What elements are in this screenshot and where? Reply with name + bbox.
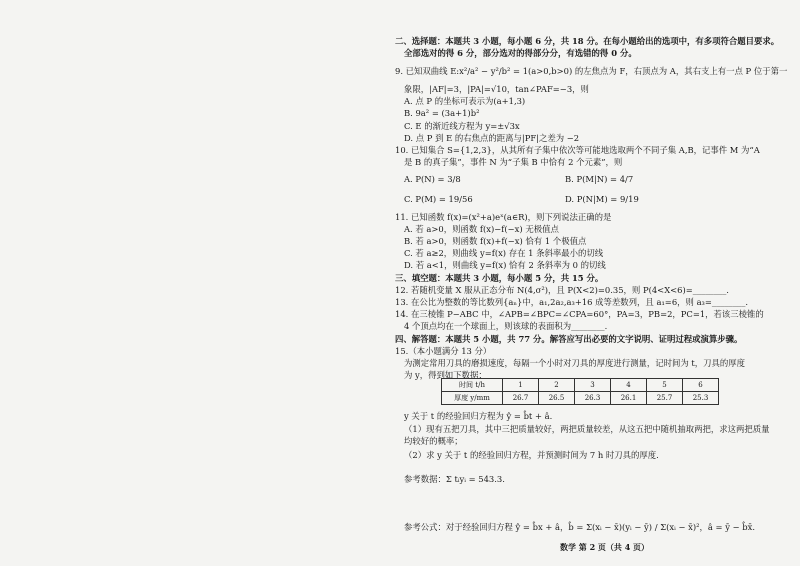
text-line: 4 个顶点均在一个球面上，则该球的表面积为________. xyxy=(404,321,608,331)
table-cell: 26.1 xyxy=(611,392,647,405)
text-line: A. P(N) = 3/8 xyxy=(404,174,461,184)
table-cell: 26.5 xyxy=(539,392,575,405)
text-line: C. P(M) = 19/56 xyxy=(404,194,473,204)
text-line: 12. 若随机变量 X 服从正态分布 N(4,σ²)，且 P(X<2)=0.35，则 P(4<X<6)=________. xyxy=(395,285,729,295)
text-line: C. 若 a≥2，则曲线 y=f(x) 存在 1 条斜率最小的切线 xyxy=(404,248,604,258)
text-line: D. 若 a<1，则曲线 y=f(x) 恰有 2 条斜率为 0 的切线 xyxy=(404,260,606,270)
text-line: 15.（本小题满分 13 分） xyxy=(395,346,492,356)
text-line: D. 点 P 到 E 的右焦点的距离与|PF|之差为 −2 xyxy=(404,133,580,143)
text-line: B. 若 a>0，则函数 f(x)+f(−x) 恰有 1 个极值点 xyxy=(404,236,587,246)
text-line: A. 点 P 的坐标可表示为(a+1,3) xyxy=(404,96,526,106)
text-line: 为 y，得到如下数据： xyxy=(404,370,487,380)
text-line: 11. 已知函数 f(x)=(x²+a)eˣ(a∈R)，则下列说法正确的是 xyxy=(395,212,612,222)
text-line: 9. 已知双曲线 E:x²/a² − y²/b² = 1(a>0,b>0) 的左焦点为 F，右顶点为 A，其右支上有一点 P 位于第一 xyxy=(395,66,788,76)
text-line: B. 9a² = (3a+1)b² xyxy=(404,108,480,118)
table-cell: 1 xyxy=(503,379,539,392)
text-line: A. 若 a>0，则函数 f(x)−f(−x) 无极值点 xyxy=(404,224,559,234)
text-line: C. E 的渐近线方程为 y=±√3x xyxy=(404,121,520,131)
data-table xyxy=(441,378,719,405)
table-row xyxy=(442,392,719,405)
text-line: 14. 在三棱锥 P−ABC 中，∠APB=∠BPC=∠CPA=60°，PA=3，PB=2，PC=1，若该三棱锥的 xyxy=(395,309,764,319)
table-cell: 6 xyxy=(683,379,719,392)
text-line: D. P(N|M) = 9/19 xyxy=(565,194,639,204)
table-cell: 5 xyxy=(647,379,683,392)
table-row xyxy=(442,379,719,392)
text-line: （2）求 y 关于 t 的经验回归方程，并预测时间为 7 h 时刀具的厚度. xyxy=(404,450,659,460)
table-cell: 25.3 xyxy=(683,392,719,405)
text-line: 参考数据：Σ tᵢyᵢ = 543.3. xyxy=(404,474,505,484)
text-line: 象限，|AF|=3，|PA|=√10，tan∠PAF=−3，则 xyxy=(404,84,589,94)
table-cell: 25.7 xyxy=(647,392,683,405)
table-cell: 时间 t/h xyxy=(442,379,503,392)
text-line: 全部选对的得 6 分，部分选对的得部分分，有选错的得 0 分。 xyxy=(404,48,637,58)
text-line: 均较好的概率； xyxy=(404,436,463,446)
text-line: 三、填空题：本题共 3 小题，每小题 5 分，共 15 分。 xyxy=(395,273,604,283)
table-cell: 3 xyxy=(575,379,611,392)
table-cell: 厚度 y/mm xyxy=(442,392,503,405)
table-cell: 26.7 xyxy=(503,392,539,405)
text-line: 10. 已知集合 S={1,2,3}，从其所有子集中依次等可能地选取两个不同子集 A,B，记事件 M 为“A xyxy=(395,145,760,155)
text-line: 参考公式：对于经验回归方程 ŷ = b̂x + â，b̂ = Σ(xᵢ − x̄)(yᵢ − ȳ) / Σ(xᵢ − x̄)²，â = ȳ − b̂x̄. xyxy=(404,522,756,532)
text-line: 二、选择题：本题共 3 小题，每小题 6 分，共 18 分。在每小题给出的选项中，有多项符合题目要求。 xyxy=(395,36,780,46)
text-line: y 关于 t 的经验回归方程为 ŷ = b̂t + â. xyxy=(404,411,553,421)
text-line: （1）现有五把刀具，其中三把质量较好，两把质量较差，从这五把中随机抽取两把，求这两把质量 xyxy=(404,424,770,434)
text-line: 13. 在公比为整数的等比数列{aₙ}中，a₁,2a₂,a₃+16 成等差数列，且 a₁=6，则 a₃=________. xyxy=(395,297,749,307)
text-line: 是 B 的真子集”，事件 N 为“子集 B 中恰有 2 个元素”，则 xyxy=(404,157,623,167)
text-line: 四、解答题：本题共 5 小题，共 77 分。解答应写出必要的文字说明、证明过程或演算步骤。 xyxy=(395,334,743,344)
table-cell: 26.3 xyxy=(575,392,611,405)
table-cell: 2 xyxy=(539,379,575,392)
text-line: B. P(M|N) = 4/7 xyxy=(565,174,634,184)
table-cell: 4 xyxy=(611,379,647,392)
page-footer: 数学 第 2 页（共 4 页） xyxy=(560,542,650,552)
text-line: 为测定常用刀具的磨损速度，每隔一个小时对刀具的厚度进行测量，记时间为 t，刀具的厚度 xyxy=(404,358,746,368)
